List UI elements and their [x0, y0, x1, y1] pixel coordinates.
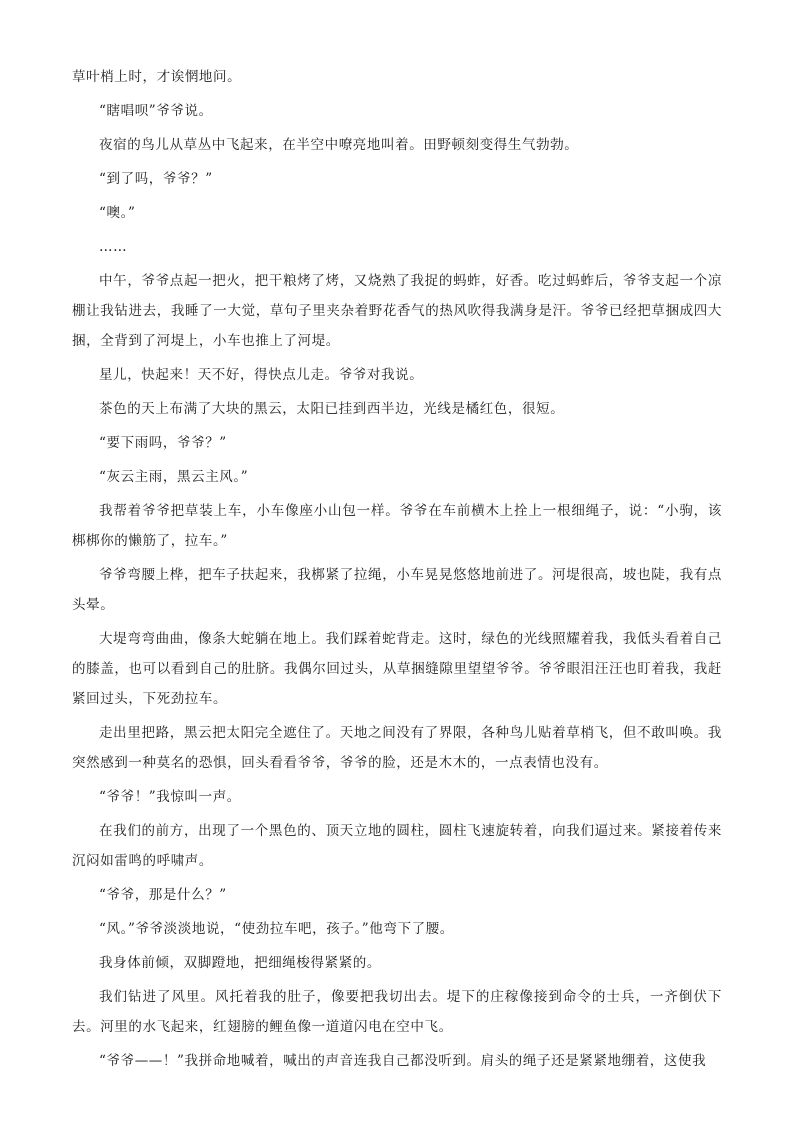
- paragraph-6: ……: [99, 239, 128, 255]
- paragraph-17: 在我们的前方，出现了一个黑色的、顶天立地的圆柱，圆柱飞速旋转着，向我们逼过来。紧接着传来沉闷如雷鸣的呼啸声。: [72, 823, 722, 869]
- paragraph-10: “要下雨吗，爷爷？”: [99, 435, 227, 451]
- paragraph-3: 夜宿的鸟儿从草丛中飞起来，在半空中嘹亮地叫着。田野顿刻变得生气勃勃。: [99, 137, 579, 153]
- paragraph-20: 我身体前倾，双脚蹬地，把细绳梭得紧紧的。: [99, 955, 381, 971]
- paragraph-21: 我们钻进了风里。风托着我的肚子，像要把我切出去。堤下的庄稼像接到命令的士兵，一齐倒伏下去。河里的水飞起来，红翅膀的鲤鱼像一道道闪电在空中飞。: [72, 989, 722, 1035]
- paragraph-9: 茶色的天上布满了大块的黑云，太阳已挂到西半边，光线是橘红色，很短。: [99, 401, 565, 417]
- paragraph-2: “瞎唱呗”爷爷说。: [99, 103, 213, 119]
- paragraph-13: 爷爷弯腰上桦，把车子扶起来，我梆紧了拉绳，小车晃晃悠悠地前进了。河堤很高，坡也陡，我有点头晕。: [72, 567, 722, 613]
- paragraph-1: 草叶梢上时，才诶惘地问。: [72, 69, 242, 85]
- paragraph-7: 中午，爷爷点起一把火，把干粮烤了烤，又烧熟了我捉的蚂蚱，好香。吃过蚂蚱后，爷爷支起一个凉棚让我钻进去，我睡了一大觉，草句子里夹杂着野花香气的热风吹得我满身是汗。爷爷已经把草捆成四大捆，全背到了河堤上，小车也推上了河堤。: [72, 273, 722, 349]
- paragraph-12: 我帮着爷爷把草装上车，小车像座小山包一样。爷爷在车前横木上拴上一根细绳子，说：“小驹，该梆梆你的懒筋了，拉车。”: [72, 503, 722, 549]
- paragraph-18: “爷爷，那是什么？”: [99, 887, 227, 903]
- paragraph-19: “风。”爷爷淡淡地说，“使劲拉车吧，孩子。”他弯下了腰。: [99, 921, 454, 937]
- paragraph-15: 走出里把路，黑云把太阳完全遮住了。天地之间没有了界限，各种鸟儿贴着草梢飞，但不敢叫唤。我突然感到一种莫名的恐惧，回头看看爷爷，爷爷的脸，还是木木的，一点表情也没有。: [72, 725, 722, 771]
- paragraph-22: “爷爷——！”我拼命地喊着，喊出的声音连我自己都没听到。肩头的绳子还是紧紧地绷着，这使我: [99, 1053, 707, 1069]
- paragraph-8: 星儿，快起来！天不好，得快点儿走。爷爷对我说。: [99, 367, 424, 383]
- document-body: [72, 62, 722, 1080]
- paragraph-5: “噢。”: [99, 205, 136, 221]
- paragraph-14: 大堤弯弯曲曲，像条大蛇躺在地上。我们踩着蛇背走。这时，绿色的光线照耀着我，我低头看着自己的膝盖，也可以看到自己的肚脐。我偶尔回过头，从草捆缝隙里望望爷爷。爷爷眼泪汪汪也盯着我，我赶紧回过头，下死劲拉车。: [72, 631, 722, 707]
- paragraph-16: “爷爷！”我惊叫一声。: [99, 789, 241, 805]
- paragraph-11: “灰云主雨，黑云主风。”: [99, 469, 249, 485]
- paragraph-4: “到了吗，爷爷？”: [99, 171, 213, 187]
